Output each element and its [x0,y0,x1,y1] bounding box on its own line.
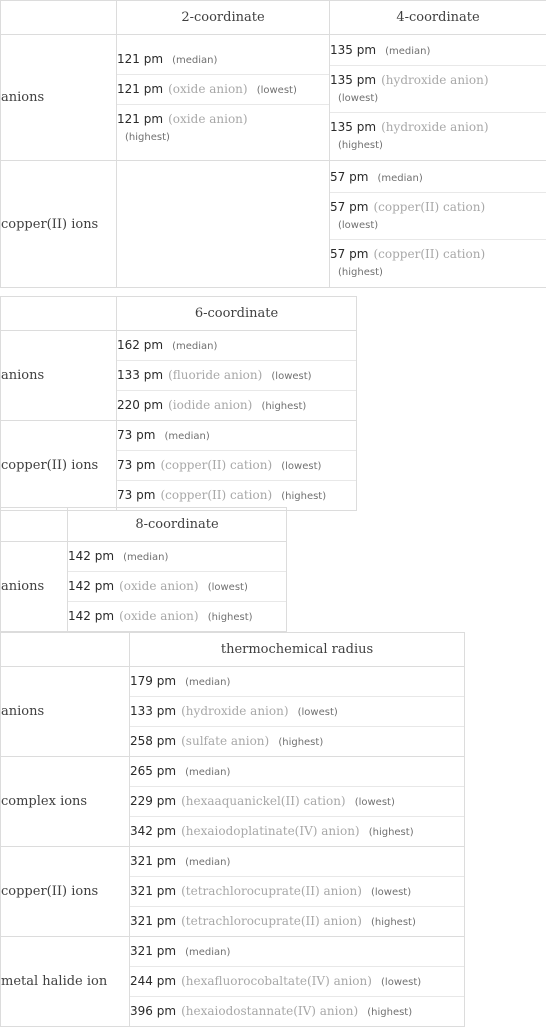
row-header: copper(II) ions [1,421,117,511]
list-item [130,937,464,967]
list-item [130,697,464,727]
value-text: 342 pm [130,824,176,838]
value-text: 135 pm [330,120,376,134]
example-text: (oxide anion) [119,609,198,623]
row-header: anions [1,331,117,421]
list-item [117,361,356,391]
coordinate-table-1 [0,0,546,288]
stat-tag: (lowest) [208,582,248,593]
table-row [1,937,465,1027]
stat-tag: (highest) [281,491,326,502]
list-item [130,787,464,817]
list-item [117,331,356,361]
column-header: 2-coordinate [117,1,330,35]
stat-tag: (lowest) [381,977,421,988]
list-item [330,240,546,286]
table-row [1,757,465,847]
header-row [1,297,357,331]
header-row [1,633,465,667]
list-item [130,817,464,846]
value-text: 142 pm [68,579,114,593]
value-cell [130,937,465,1027]
value-text: 57 pm [330,200,368,214]
value-text: 73 pm [117,488,155,502]
example-text: (hydroxide anion) [381,73,488,87]
stat-tag: (lowest) [338,93,378,104]
value-text: 142 pm [68,609,114,623]
column-header: 8-coordinate [68,508,287,542]
value-text: 133 pm [130,704,176,718]
value-text: 244 pm [130,974,176,988]
stat-tag: (lowest) [338,220,378,231]
value-cell [130,667,465,757]
stat-tag: (lowest) [281,461,321,472]
table-row [1,35,546,161]
coordinate-table-3 [0,507,287,632]
value-cell [68,542,287,632]
value-text: 121 pm [117,82,163,96]
stat-tag: (highest) [367,1007,412,1018]
table-row [1,421,357,511]
value-text: 220 pm [117,398,163,412]
column-header: 6-coordinate [117,297,357,331]
value-cell [130,757,465,847]
row-header: copper(II) ions [1,161,117,288]
list-item [130,907,464,936]
example-text: (copper(II) cation) [160,458,272,472]
value-cell [330,35,546,161]
list-item [130,877,464,907]
value-cell [117,421,357,511]
value-text: 321 pm [130,914,176,928]
list-item [130,757,464,787]
stat-tag: (highest) [371,917,416,928]
list-item [117,105,329,151]
table-row [1,331,357,421]
stat-tag: (highest) [338,267,383,278]
value-text: 321 pm [130,854,176,868]
stat-tag: (highest) [261,401,306,412]
value-text: 396 pm [130,1004,176,1018]
list-item [68,602,286,631]
row-header: anions [1,35,117,161]
value-text: 73 pm [117,458,155,472]
example-text: (hydroxide anion) [381,120,488,134]
example-text: (sulfate anion) [181,734,269,748]
list-item [130,967,464,997]
row-header: anions [1,667,130,757]
stat-tag: (lowest) [298,707,338,718]
stat-tag: (median) [164,431,209,442]
stat-tag: (median) [172,341,217,352]
list-item [117,391,356,420]
corner-cell [1,297,117,331]
stat-tag: (highest) [369,827,414,838]
value-text: 179 pm [130,674,176,688]
header-row [1,1,546,35]
value-text: 142 pm [68,549,114,563]
value-text: 162 pm [117,338,163,352]
value-text: 258 pm [130,734,176,748]
list-item [330,193,546,240]
table-row [1,847,465,937]
example-text: (iodide anion) [168,398,252,412]
list-item [117,421,356,451]
value-text: 121 pm [117,52,163,66]
list-item [330,113,546,159]
list-item [130,997,464,1026]
list-item [130,847,464,877]
list-item [117,45,329,75]
list-item [68,542,286,572]
corner-cell [1,633,130,667]
list-item [330,163,546,193]
example-text: (copper(II) cation) [373,200,485,214]
value-text: 265 pm [130,764,176,778]
stat-tag: (highest) [125,132,170,143]
stat-tag: (lowest) [371,887,411,898]
stat-tag: (median) [185,677,230,688]
value-text: 135 pm [330,43,376,57]
example-text: (hexaiodoplatinate(IV) anion) [181,824,359,838]
corner-cell [1,508,68,542]
row-header: complex ions [1,757,130,847]
column-header: thermochemical radius [130,633,465,667]
stat-tag: (median) [385,46,430,57]
corner-cell [1,1,117,35]
coordinate-table-2 [0,296,357,511]
row-header: metal halide ion [1,937,130,1027]
stat-tag: (lowest) [355,797,395,808]
example-text: (fluoride anion) [168,368,262,382]
list-item [117,75,329,105]
stat-tag: (lowest) [257,85,297,96]
value-text: 229 pm [130,794,176,808]
stat-tag: (median) [377,173,422,184]
value-text: 73 pm [117,428,155,442]
empty-cell [117,161,330,288]
value-cell [130,847,465,937]
list-item [330,36,546,66]
stat-tag: (highest) [208,612,253,623]
stat-tag: (highest) [338,140,383,151]
thermochemical-radius-table [0,632,465,1027]
header-row [1,508,287,542]
example-text: (copper(II) cation) [373,247,485,261]
stat-tag: (lowest) [271,371,311,382]
value-text: 321 pm [130,884,176,898]
example-text: (copper(II) cation) [160,488,272,502]
stat-tag: (median) [185,767,230,778]
example-text: (oxide anion) [168,82,247,96]
value-text: 57 pm [330,170,368,184]
value-cell [330,161,546,288]
example-text: (oxide anion) [168,112,247,126]
table-row [1,161,546,288]
row-header: anions [1,542,68,632]
list-item [130,667,464,697]
example-text: (hexaaquanickel(II) cation) [181,794,345,808]
example-text: (hexafluorocobaltate(IV) anion) [181,974,372,988]
list-item [117,481,356,510]
example-text: (hexaiodostannate(IV) anion) [181,1004,358,1018]
example-text: (oxide anion) [119,579,198,593]
value-text: 121 pm [117,112,163,126]
list-item [68,572,286,602]
value-text: 135 pm [330,73,376,87]
table-row [1,542,287,632]
stat-tag: (highest) [278,737,323,748]
list-item [330,66,546,113]
column-header: 4-coordinate [330,1,546,35]
list-item [117,451,356,481]
value-text: 133 pm [117,368,163,382]
row-header: copper(II) ions [1,847,130,937]
example-text: (tetrachlorocuprate(II) anion) [181,884,362,898]
stat-tag: (median) [185,857,230,868]
table-row [1,667,465,757]
stat-tag: (median) [185,947,230,958]
value-text: 57 pm [330,247,368,261]
list-item [130,727,464,756]
value-cell [117,331,357,421]
value-text: 321 pm [130,944,176,958]
stat-tag: (median) [123,552,168,563]
example-text: (tetrachlorocuprate(II) anion) [181,914,362,928]
value-cell [117,35,330,161]
example-text: (hydroxide anion) [181,704,288,718]
stat-tag: (median) [172,55,217,66]
